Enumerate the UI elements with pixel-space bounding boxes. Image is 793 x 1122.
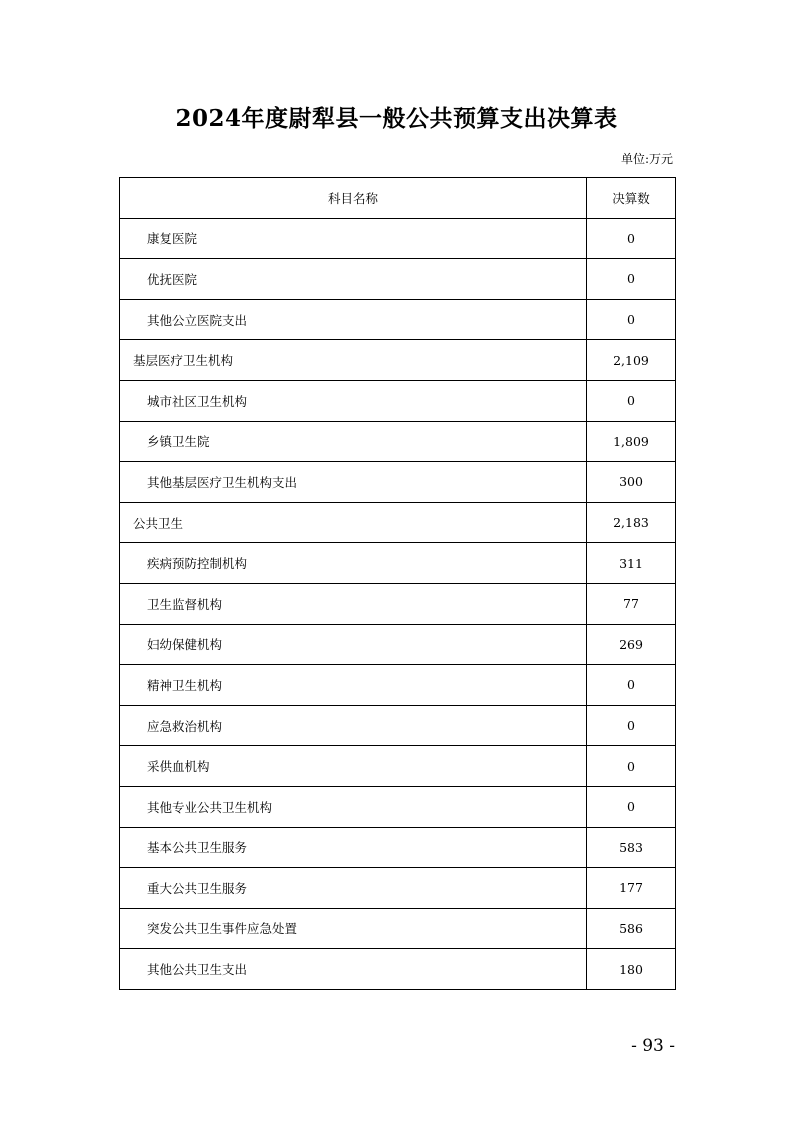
header-amount: 决算数 xyxy=(587,178,676,219)
table-row xyxy=(120,259,676,300)
row-amount: 0 xyxy=(587,665,676,706)
row-amount: 177 xyxy=(587,868,676,909)
budget-table xyxy=(119,177,676,990)
table-row xyxy=(120,786,676,827)
table-header-row xyxy=(120,178,676,219)
row-item-name: 其他公共卫生支出 xyxy=(120,949,587,990)
row-item-name: 精神卫生机构 xyxy=(120,665,587,706)
row-amount: 2,109 xyxy=(587,340,676,381)
row-amount: 0 xyxy=(587,299,676,340)
table-row xyxy=(120,908,676,949)
row-amount: 311 xyxy=(587,543,676,584)
table-row xyxy=(120,583,676,624)
row-item-name: 基层医疗卫生机构 xyxy=(120,340,587,381)
row-item-name: 康复医院 xyxy=(120,218,587,259)
row-item-name: 其他专业公共卫生机构 xyxy=(120,786,587,827)
table-row xyxy=(120,949,676,990)
budget-table-body xyxy=(120,178,676,990)
row-amount: 300 xyxy=(587,462,676,503)
row-item-name: 乡镇卫生院 xyxy=(120,421,587,462)
table-row xyxy=(120,868,676,909)
header-item-name: 科目名称 xyxy=(120,178,587,219)
row-item-name: 城市社区卫生机构 xyxy=(120,380,587,421)
row-item-name: 公共卫生 xyxy=(120,502,587,543)
table-row xyxy=(120,543,676,584)
unit-label: 单位:万元 xyxy=(620,152,673,166)
row-amount: 586 xyxy=(587,908,676,949)
page-number: - 93 - xyxy=(631,1036,675,1056)
row-amount: 180 xyxy=(587,949,676,990)
row-item-name: 突发公共卫生事件应急处置 xyxy=(120,908,587,949)
row-amount: 1,809 xyxy=(587,421,676,462)
table-row xyxy=(120,705,676,746)
row-item-name: 基本公共卫生服务 xyxy=(120,827,587,868)
row-item-name: 疾病预防控制机构 xyxy=(120,543,587,584)
row-item-name: 卫生监督机构 xyxy=(120,583,587,624)
row-item-name: 优抚医院 xyxy=(120,259,587,300)
table-row xyxy=(120,665,676,706)
table-row xyxy=(120,502,676,543)
row-amount: 2,183 xyxy=(587,502,676,543)
row-item-name: 应急救治机构 xyxy=(120,705,587,746)
row-amount: 0 xyxy=(587,705,676,746)
row-amount: 0 xyxy=(587,259,676,300)
row-amount: 0 xyxy=(587,380,676,421)
row-amount: 583 xyxy=(587,827,676,868)
table-row xyxy=(120,380,676,421)
table-row xyxy=(120,299,676,340)
row-item-name: 采供血机构 xyxy=(120,746,587,787)
row-amount: 269 xyxy=(587,624,676,665)
row-item-name: 其他基层医疗卫生机构支出 xyxy=(120,462,587,503)
row-amount: 0 xyxy=(587,746,676,787)
table-row xyxy=(120,218,676,259)
row-item-name: 重大公共卫生服务 xyxy=(120,868,587,909)
table-row xyxy=(120,624,676,665)
row-amount: 0 xyxy=(587,218,676,259)
table-row xyxy=(120,746,676,787)
row-amount: 77 xyxy=(587,583,676,624)
table-row xyxy=(120,340,676,381)
row-item-name: 其他公立医院支出 xyxy=(120,299,587,340)
row-item-name: 妇幼保健机构 xyxy=(120,624,587,665)
table-row xyxy=(120,462,676,503)
row-amount: 0 xyxy=(587,786,676,827)
table-row xyxy=(120,421,676,462)
table-row xyxy=(120,827,676,868)
page-title: 2024年度尉犁县一般公共预算支出决算表 xyxy=(175,105,618,132)
